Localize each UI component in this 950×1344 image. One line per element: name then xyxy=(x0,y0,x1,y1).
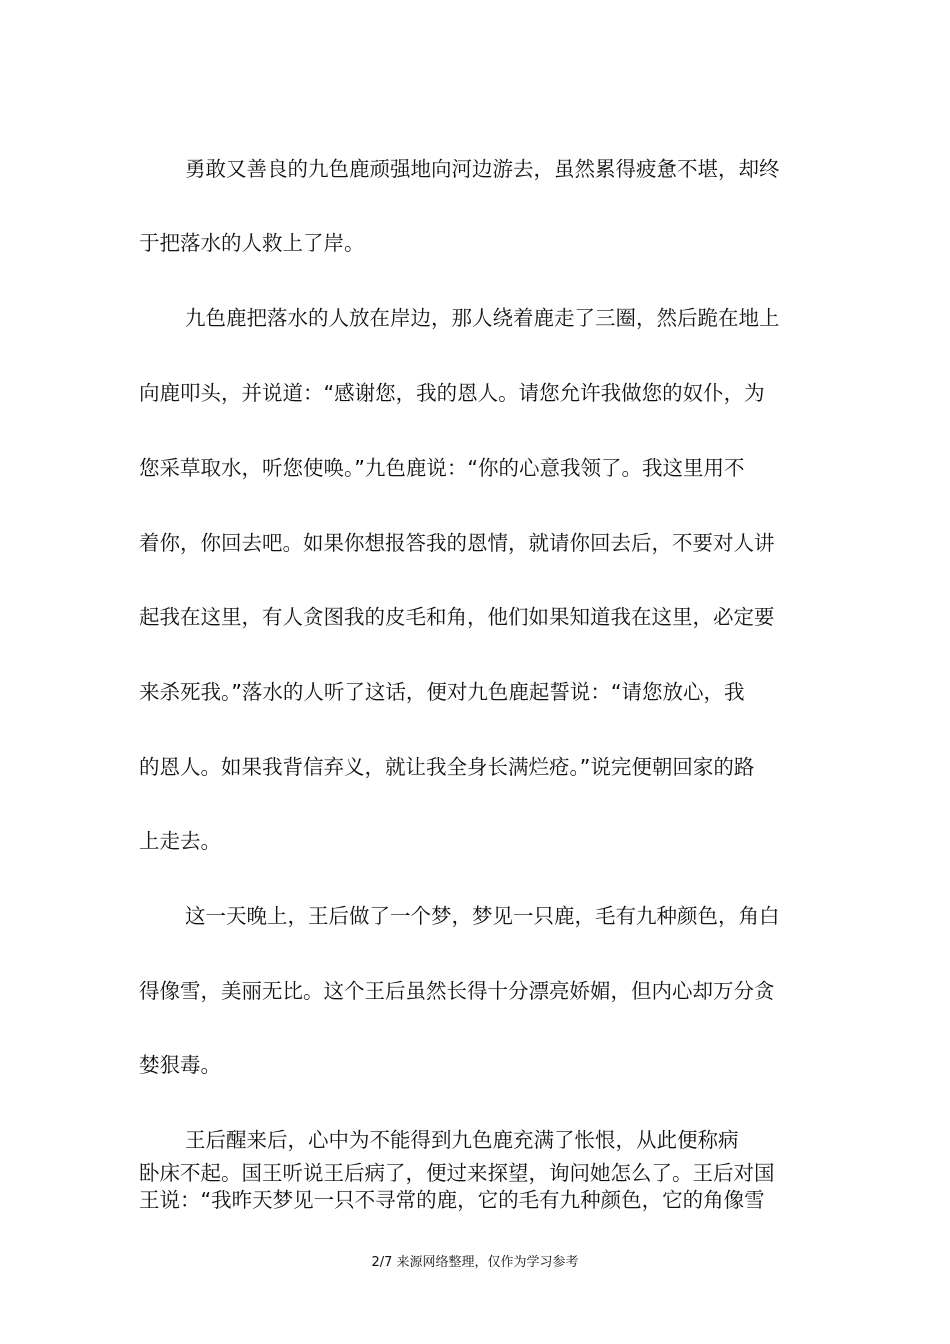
paragraph-line: 卧床不起。国王听说王后病了，便过来探望，询问她怎么了。王后对国 xyxy=(139,1161,775,1185)
page-footer: 2/7 来源网络整理，仅作为学习参考 xyxy=(371,1255,579,1270)
paragraph-line: 向鹿叩头，并说道：“感谢您，我的恩人。请您允许我做您的奴仆，为 xyxy=(139,381,765,405)
paragraph-line: 得像雪，美丽无比。这个王后虽然长得十分漂亮娇媚，但内心却万分贪 xyxy=(139,979,775,1003)
paragraph-line: 婪狠毒。 xyxy=(139,1053,221,1077)
paragraph-line: 您采草取水，听您使唤。”九色鹿说：“你的心意我领了。我这里用不 xyxy=(139,456,745,480)
paragraph-line: 的恩人。如果我背信弃义，就让我全身长满烂疮。”说完便朝回家的路 xyxy=(139,755,755,779)
paragraph-line: 勇敢又善良的九色鹿顽强地向河边游去，虽然累得疲惫不堪，却终 xyxy=(185,157,780,181)
paragraph-line: 来杀死我。”落水的人听了这话，便对九色鹿起誓说：“请您放心，我 xyxy=(139,680,745,704)
paragraph-line: 起我在这里，有人贪图我的皮毛和角，他们如果知道我在这里，必定要 xyxy=(139,605,775,629)
paragraph-line: 着你，你回去吧。如果你想报答我的恩情，就请你回去后，不要对人讲 xyxy=(139,531,775,555)
paragraph-line: 于把落水的人救上了岸。 xyxy=(139,231,365,255)
paragraph-line: 上走去。 xyxy=(139,829,221,853)
paragraph-line: 王后醒来后，心中为不能得到九色鹿充满了怅恨，从此便称病 xyxy=(185,1128,739,1152)
paragraph-line: 九色鹿把落水的人放在岸边，那人绕着鹿走了三圈，然后跪在地上 xyxy=(185,306,780,330)
paragraph-line: 王说：“我昨天梦见一只不寻常的鹿，它的毛有九种颜色，它的角像雪 xyxy=(139,1188,765,1212)
paragraph-line: 这一天晚上，王后做了一个梦，梦见一只鹿，毛有九种颜色，角白 xyxy=(185,904,780,928)
